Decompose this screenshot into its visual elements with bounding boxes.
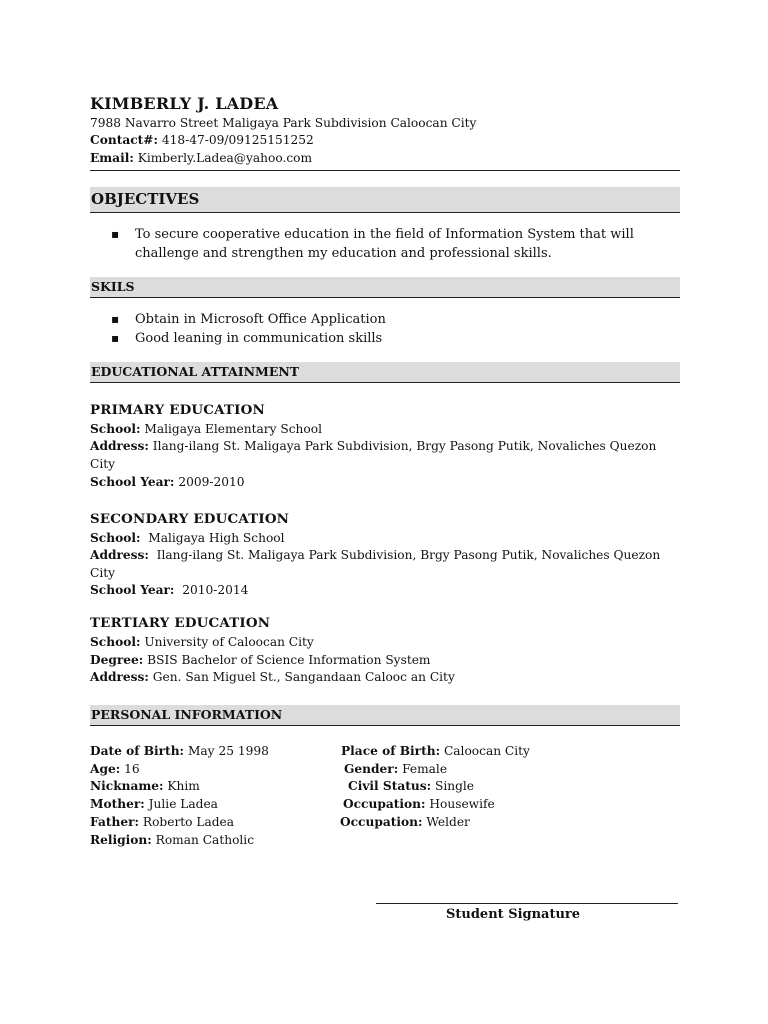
signature-label: Student Signature bbox=[446, 907, 581, 922]
school-value: University of Caloocan City bbox=[144, 635, 314, 649]
gender bbox=[344, 761, 447, 779]
field-value: Caloocan City bbox=[443, 744, 530, 758]
field-label: Place of Birth: bbox=[341, 744, 441, 758]
personal-info-heading: PERSONAL INFORMATION bbox=[90, 705, 680, 726]
nickname bbox=[90, 778, 200, 796]
school-label: School: bbox=[90, 531, 141, 545]
objective-item: ▪ To secure cooperative education in the field of Information System that will challenge and strengthen my education and professional skills. bbox=[90, 225, 680, 263]
field-label: Civil Status: bbox=[348, 779, 432, 793]
field-value: Single bbox=[434, 779, 474, 793]
field-value: Roman Catholic bbox=[155, 833, 255, 847]
applicant-name: KIMBERLY J. LADEA bbox=[90, 94, 279, 113]
field-label: Gender: bbox=[344, 762, 399, 776]
age bbox=[90, 761, 140, 779]
address-label: Address: bbox=[90, 439, 149, 453]
secondary-school bbox=[90, 530, 670, 548]
school-year-value: 2010-2014 bbox=[182, 583, 249, 597]
school-year-value: 2009-2010 bbox=[178, 475, 245, 489]
secondary-education-heading: SECONDARY EDUCATION bbox=[90, 511, 290, 527]
skill-item: ▪ Obtain in Microsoft Office Application bbox=[90, 310, 680, 329]
field-label: Religion: bbox=[90, 833, 152, 847]
email bbox=[90, 150, 312, 167]
education-heading: EDUCATIONAL ATTAINMENT bbox=[90, 362, 680, 383]
field-value: Julie Ladea bbox=[148, 797, 218, 811]
primary-school bbox=[90, 421, 670, 439]
civil-status bbox=[348, 778, 474, 796]
mother bbox=[90, 796, 218, 814]
school-label: School: bbox=[90, 422, 141, 436]
degree-value: BSIS Bachelor of Science Information System bbox=[147, 653, 431, 667]
place-of-birth bbox=[341, 743, 530, 761]
father bbox=[90, 814, 234, 832]
mother-occupation bbox=[343, 796, 495, 814]
religion bbox=[90, 832, 254, 850]
school-label: School: bbox=[90, 635, 141, 649]
tertiary-address bbox=[90, 669, 670, 687]
tertiary-degree bbox=[90, 652, 670, 670]
field-value: Welder bbox=[426, 815, 470, 829]
school-year-label: School Year: bbox=[90, 475, 175, 489]
contact-value: 418-47-09/09125151252 bbox=[161, 133, 314, 147]
contact-number bbox=[90, 132, 314, 149]
address-value: Gen. San Miguel St., Sangandaan Calooc an City bbox=[152, 670, 455, 684]
address-value: Ilang-ilang St. Maligaya Park Subdivision, Brgy Pasong Putik, Novaliches Quezon City bbox=[90, 548, 661, 580]
field-value: 16 bbox=[124, 762, 140, 776]
header-divider bbox=[90, 170, 680, 171]
skills-heading: SKILS bbox=[90, 277, 680, 298]
field-value: Khim bbox=[167, 779, 200, 793]
tertiary-education-heading: TERTIARY EDUCATION bbox=[90, 615, 271, 631]
field-label: Mother: bbox=[90, 797, 145, 811]
father-occupation bbox=[340, 814, 470, 832]
field-label: Father: bbox=[90, 815, 140, 829]
field-label: Age: bbox=[90, 762, 121, 776]
home-address: 7988 Navarro Street Maligaya Park Subdivision Caloocan City bbox=[90, 116, 477, 130]
email-label: Email: bbox=[90, 151, 134, 165]
signature-line bbox=[376, 903, 678, 904]
primary-school-year bbox=[90, 474, 670, 492]
address-value: Ilang-ilang St. Maligaya Park Subdivision, Brgy Pasong Putik, Novaliches Quezon City bbox=[90, 439, 657, 471]
objectives-list bbox=[90, 225, 680, 263]
objectives-heading: OBJECTIVES bbox=[90, 187, 680, 213]
field-label: Occupation: bbox=[340, 815, 423, 829]
school-year-label: School Year: bbox=[90, 583, 175, 597]
field-label: Nickname: bbox=[90, 779, 164, 793]
field-value: Female bbox=[402, 762, 448, 776]
degree-label: Degree: bbox=[90, 653, 144, 667]
email-value: Kimberly.Ladea@yahoo.com bbox=[137, 151, 313, 165]
field-label: Occupation: bbox=[343, 797, 426, 811]
field-value: Housewife bbox=[429, 797, 495, 811]
primary-address bbox=[90, 438, 670, 473]
address-label: Address: bbox=[90, 548, 149, 562]
date-of-birth bbox=[90, 743, 269, 761]
contact-label: Contact#: bbox=[90, 133, 158, 147]
secondary-address bbox=[90, 547, 670, 582]
field-value: Roberto Ladea bbox=[142, 815, 235, 829]
address-label: Address: bbox=[90, 670, 149, 684]
school-value: Maligaya Elementary School bbox=[144, 422, 322, 436]
skills-list bbox=[90, 310, 680, 348]
tertiary-school bbox=[90, 634, 670, 652]
field-value: May 25 1998 bbox=[187, 744, 269, 758]
school-value: Maligaya High School bbox=[148, 531, 285, 545]
field-label: Date of Birth: bbox=[90, 744, 185, 758]
primary-education-heading: PRIMARY EDUCATION bbox=[90, 402, 265, 418]
skill-item: ▪ Good leaning in communication skills bbox=[90, 329, 680, 348]
secondary-school-year bbox=[90, 582, 670, 600]
